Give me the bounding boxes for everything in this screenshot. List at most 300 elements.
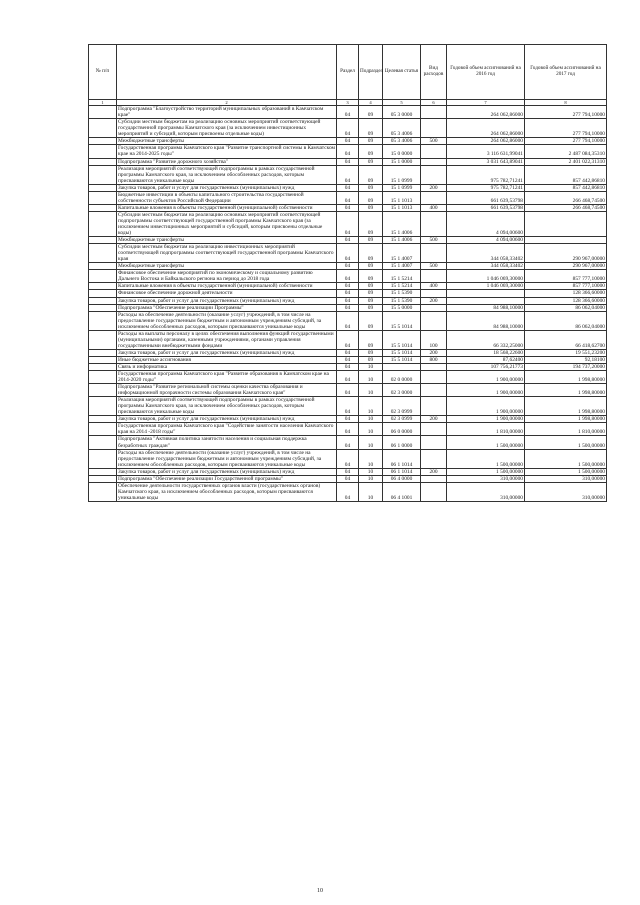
row-expense-cell bbox=[421, 145, 447, 158]
row-target-cell: 02 3 0999 bbox=[383, 397, 421, 416]
row-name-cell: Расходы на обеспечение деятельности (оказание услуг) учреждений, в том числе на предоставление государственным бюджетным и автономным учреждениям субсидий, за исключением обособленных расходов, которым присваиваются уникальные коды bbox=[117, 311, 337, 330]
row-target-cell: 15 1 0999 bbox=[383, 165, 421, 184]
header-section: Раздел bbox=[337, 45, 359, 100]
row-subsection-cell: 10 bbox=[359, 436, 383, 449]
table-row bbox=[89, 311, 607, 330]
row-name-cell: Обеспечение деятельности государственных органов власти (государственных органов) Камчатского края, за исключением обособленных расходов, которым присваиваются уникальные коды bbox=[117, 482, 337, 501]
colnum-1: 1 bbox=[89, 100, 117, 106]
table-row bbox=[89, 482, 607, 501]
row-expense-cell bbox=[421, 165, 447, 184]
row-expense-cell bbox=[421, 191, 447, 204]
row-name-cell: Закупка товаров, работ и услуг для государственных (муниципальных) нужд bbox=[117, 184, 337, 191]
row-target-cell: 15 1 4006 bbox=[383, 237, 421, 244]
row-subsection-cell: 09 bbox=[359, 349, 383, 356]
row-section-cell: 04 bbox=[337, 145, 359, 158]
row-2017-cell: 1 998,80000 bbox=[525, 416, 607, 423]
row-name-cell: Субсидии местным бюджетам на реализацию инвестиционных мероприятий соответствующей подпрограммы соответствующей государственной программы Камчатского края bbox=[117, 244, 337, 263]
row-name-cell: Межбюджетные трансферты bbox=[117, 237, 337, 244]
row-2017-cell: 1 998,80000 bbox=[525, 384, 607, 397]
row-number-cell bbox=[89, 244, 117, 263]
row-subsection-cell: 09 bbox=[359, 204, 383, 211]
table-row bbox=[89, 138, 607, 145]
row-subsection-cell: 09 bbox=[359, 297, 383, 304]
row-section-cell: 04 bbox=[337, 290, 359, 297]
row-number-cell bbox=[89, 311, 117, 330]
row-expense-cell: 400 bbox=[421, 204, 447, 211]
row-target-cell: 06 4 0000 bbox=[383, 475, 421, 482]
row-subsection-cell: 10 bbox=[359, 468, 383, 475]
row-expense-cell: 200 bbox=[421, 349, 447, 356]
row-target-cell: 15 5 1014 bbox=[383, 349, 421, 356]
row-section-cell: 04 bbox=[337, 283, 359, 290]
row-subsection-cell: 09 bbox=[359, 191, 383, 204]
row-section-cell: 04 bbox=[337, 211, 359, 236]
row-expense-cell bbox=[421, 449, 447, 468]
row-expense-cell bbox=[421, 290, 447, 297]
row-expense-cell bbox=[421, 119, 447, 138]
row-2017-cell: 857 442,86810 bbox=[525, 184, 607, 191]
row-target-cell: 06 1 1014 bbox=[383, 449, 421, 468]
row-2016-cell bbox=[447, 290, 525, 297]
row-2016-cell: 264 062,86000 bbox=[447, 119, 525, 138]
row-target-cell: 05 3 4006 bbox=[383, 138, 421, 145]
header-expense: Вид расходов bbox=[421, 45, 447, 100]
row-target-cell: 06 4 1001 bbox=[383, 482, 421, 501]
row-expense-cell bbox=[421, 304, 447, 311]
table-row bbox=[89, 237, 607, 244]
row-name-cell: Государственная программа Камчатского края "Развитие транспортной системы в Камчатском крае на 2014-2025 годы" bbox=[118, 145, 335, 158]
row-2016-cell: 87,62400 bbox=[447, 356, 525, 363]
row-number-cell bbox=[89, 119, 117, 138]
colnum-3: 3 bbox=[337, 100, 359, 106]
row-2016-cell: 1 900,00000 bbox=[447, 416, 525, 423]
row-number-cell bbox=[89, 106, 117, 119]
row-target-cell: 05 3 4006 bbox=[383, 119, 421, 138]
row-target-cell: 06 1 0000 bbox=[383, 436, 421, 449]
row-subsection-cell: 09 bbox=[359, 311, 383, 330]
row-name-cell: Финансовое обеспечение мероприятий по экономическому и социальному развитию Дальнего Востока и Байкальского региона на период до 2018 года bbox=[117, 270, 337, 283]
row-number-cell bbox=[89, 263, 117, 270]
row-number-cell bbox=[89, 416, 117, 423]
row-target-cell: 06 0 0000 bbox=[383, 423, 421, 436]
row-expense-cell bbox=[421, 397, 447, 416]
row-section-cell: 04 bbox=[337, 363, 359, 370]
row-subsection-cell: 09 bbox=[359, 304, 383, 311]
row-name-cell: Расходы на выплаты персоналу в целях обеспечения выполнения функций государственными (муниципальными) органами, казенными учреждениями, органами управления государственными внебюджетными фондами bbox=[117, 330, 337, 349]
row-expense-cell bbox=[421, 211, 447, 236]
row-section-cell: 04 bbox=[337, 436, 359, 449]
row-subsection-cell: 10 bbox=[359, 371, 383, 384]
row-name-cell: Реализация мероприятий соответствующей подпрограммы в рамках государственной программы Камчатского края, за исключением обособленных расходов, которым присваиваются уникальные коды bbox=[117, 165, 337, 184]
row-name-cell: Бюджетные инвестиции в объекты капитального строительства государственной собственности субъектов Российской Федерации bbox=[117, 191, 337, 204]
row-target-cell bbox=[383, 363, 421, 370]
table-row bbox=[89, 304, 607, 311]
table-row bbox=[89, 384, 607, 397]
header-target: Целевая статья bbox=[383, 45, 421, 100]
table-row bbox=[89, 297, 607, 304]
row-name-cell: Субсидии местным бюджетам на реализацию основных мероприятий соответствующей подпрограммы соответствующей государственной программы Камчатского края (за исключением инвестиционных мероприятий и субсидий, которым присвоены отдельные коды) bbox=[117, 211, 337, 236]
row-name-cell: Подпрограмма "Обеспечение реализации Программы" bbox=[117, 304, 337, 311]
row-expense-cell bbox=[421, 244, 447, 263]
row-subsection-cell: 10 bbox=[359, 482, 383, 501]
row-name-cell: Межбюджетные трансферты bbox=[117, 138, 337, 145]
row-2016-cell: 3 031 643,89041 bbox=[447, 158, 525, 165]
table-row bbox=[89, 244, 607, 263]
row-2017-cell: 857 442,86810 bbox=[525, 165, 607, 184]
row-target-cell: 15 5 0000 bbox=[383, 304, 421, 311]
colnum-4: 4 bbox=[359, 100, 383, 106]
row-target-cell: 15 1 5214 bbox=[383, 270, 421, 283]
row-name-cell: Подпрограмма "Активная политика занятости населения и социальная поддержка безработных граждан" bbox=[117, 436, 337, 449]
row-number-cell bbox=[89, 283, 117, 290]
row-2017-cell: 1 500,00000 bbox=[525, 449, 607, 468]
row-target-cell: 15 1 4007 bbox=[383, 244, 421, 263]
row-expense-cell bbox=[421, 106, 447, 119]
table-row bbox=[89, 468, 607, 475]
row-subsection-cell: 10 bbox=[359, 416, 383, 423]
row-target-cell: 15 1 5214 bbox=[383, 283, 421, 290]
row-number-cell bbox=[89, 165, 117, 184]
row-number-cell bbox=[89, 349, 117, 356]
row-2016-cell: 344 058,33402 bbox=[447, 263, 525, 270]
row-section-cell: 04 bbox=[337, 244, 359, 263]
row-target-cell: 15 5 1014 bbox=[383, 330, 421, 349]
row-2016-cell: 975 782,71241 bbox=[447, 184, 525, 191]
row-2016-cell: 1 046 069,30000 bbox=[447, 283, 525, 290]
row-section-cell: 04 bbox=[337, 297, 359, 304]
row-section-cell: 04 bbox=[337, 468, 359, 475]
row-subsection-cell: 09 bbox=[359, 263, 383, 270]
row-name-cell: Связь и информатика bbox=[117, 363, 337, 370]
row-2016-cell: 661 639,53798 bbox=[447, 191, 525, 204]
row-expense-cell bbox=[421, 270, 447, 283]
row-subsection-cell: 09 bbox=[359, 244, 383, 263]
row-number-cell bbox=[89, 449, 117, 468]
row-2016-cell: 18 568,22600 bbox=[447, 349, 525, 356]
colnum-8: 8 bbox=[525, 100, 607, 106]
row-subsection-cell: 09 bbox=[359, 211, 383, 236]
row-expense-cell: 200 bbox=[421, 184, 447, 191]
row-2017-cell: 66 418,62700 bbox=[525, 330, 607, 349]
row-2016-cell: 4 094,00600 bbox=[447, 211, 525, 236]
row-2017-cell: 290 967,00000 bbox=[525, 263, 607, 270]
row-expense-cell bbox=[421, 311, 447, 330]
row-2017-cell: 1 500,00000 bbox=[525, 436, 607, 449]
row-2017-cell: 86 062,04000 bbox=[525, 304, 607, 311]
row-expense-cell: 500 bbox=[421, 263, 447, 270]
row-section-cell: 04 bbox=[337, 158, 359, 165]
row-2017-cell: 194 737,20000 bbox=[525, 363, 607, 370]
row-section-cell: 04 bbox=[337, 191, 359, 204]
row-section-cell: 04 bbox=[337, 423, 359, 436]
row-number-cell bbox=[89, 145, 117, 158]
row-2016-cell: 84 988,10000 bbox=[447, 304, 525, 311]
row-2016-cell: 1 900,00000 bbox=[447, 371, 525, 384]
row-subsection-cell: 09 bbox=[359, 158, 383, 165]
row-section-cell: 04 bbox=[337, 304, 359, 311]
row-target-cell: 15 1 1013 bbox=[383, 204, 421, 211]
row-target-cell: 15 1 4006 bbox=[383, 211, 421, 236]
row-2016-cell: 310,00000 bbox=[447, 475, 525, 482]
table-row bbox=[89, 211, 607, 236]
header-2017: Годовой объем ассигнований на 2017 год bbox=[525, 45, 607, 100]
row-2017-cell: 277 794,10000 bbox=[525, 119, 607, 138]
row-2017-cell: 266 468,74500 bbox=[525, 191, 607, 204]
row-name-cell: Закупка товаров, работ и услуг для государственных (муниципальных) нужд bbox=[117, 468, 337, 475]
row-2017-cell bbox=[525, 211, 607, 236]
row-target-cell: 06 1 1014 bbox=[383, 468, 421, 475]
table-row bbox=[89, 363, 607, 370]
row-name-cell: Закупка товаров, работ и услуг для государственных (муниципальных) нужд bbox=[117, 416, 337, 423]
row-2016-cell: 1 900,00000 bbox=[447, 397, 525, 416]
row-2016-cell: 344 058,33402 bbox=[447, 244, 525, 263]
table-row bbox=[89, 119, 607, 138]
row-number-cell bbox=[89, 270, 117, 283]
table-row bbox=[89, 423, 607, 436]
row-target-cell: 15 1 0000 bbox=[383, 158, 421, 165]
row-number-cell bbox=[89, 371, 117, 384]
row-target-cell: 15 1 1013 bbox=[383, 191, 421, 204]
table-row bbox=[89, 371, 607, 384]
row-section-cell: 04 bbox=[337, 184, 359, 191]
row-2016-cell: 264 062,86000 bbox=[447, 106, 525, 119]
row-section-cell: 04 bbox=[337, 106, 359, 119]
colnum-6: 6 bbox=[421, 100, 447, 106]
row-target-cell: 02 0 0000 bbox=[383, 371, 421, 384]
row-name-cell: Реализация мероприятий соответствующей подпрограммы в рамках государственной программы Камчатского края, за исключением обособленных расходов, которым присваиваются уникальные коды bbox=[117, 397, 337, 416]
row-2016-cell: 1 500,00000 bbox=[447, 436, 525, 449]
row-expense-cell: 500 bbox=[421, 138, 447, 145]
row-section-cell: 04 bbox=[337, 482, 359, 501]
row-number-cell bbox=[89, 482, 117, 501]
row-number-cell bbox=[89, 436, 117, 449]
row-section-cell: 04 bbox=[337, 311, 359, 330]
row-section-cell: 04 bbox=[337, 384, 359, 397]
table-row bbox=[89, 356, 607, 363]
row-expense-cell bbox=[421, 423, 447, 436]
row-number-cell bbox=[89, 356, 117, 363]
row-2016-cell: 107 756,21773 bbox=[447, 363, 525, 370]
row-subsection-cell: 10 bbox=[359, 363, 383, 370]
row-number-cell bbox=[89, 384, 117, 397]
row-expense-cell: 500 bbox=[421, 237, 447, 244]
header-name bbox=[117, 45, 337, 100]
row-2017-cell: 310,00000 bbox=[525, 475, 607, 482]
row-number-cell bbox=[89, 211, 117, 236]
row-expense-cell bbox=[421, 384, 447, 397]
row-2017-cell: 290 967,00000 bbox=[525, 244, 607, 263]
row-section-cell: 04 bbox=[337, 263, 359, 270]
row-target-cell: 15 5 1014 bbox=[383, 311, 421, 330]
row-name-cell: Иные бюджетные ассигнования bbox=[117, 356, 337, 363]
row-number-cell bbox=[89, 363, 117, 370]
table-row bbox=[89, 158, 607, 165]
row-2016-cell: 1 900,00000 bbox=[447, 384, 525, 397]
row-subsection-cell: 09 bbox=[359, 145, 383, 158]
row-target-cell: 02 3 0999 bbox=[383, 416, 421, 423]
row-name-cell: Расходы на обеспечение деятельности (оказание услуг) учреждений, в том числе на предоставление государственным бюджетным и автономным учреждениям субсидий, за исключением обособленных расходов, которым присваиваются уникальные коды bbox=[117, 449, 337, 468]
budget-table bbox=[88, 44, 607, 502]
row-number-cell bbox=[89, 468, 117, 475]
row-number-cell bbox=[89, 191, 117, 204]
row-target-cell: 15 1 5390 bbox=[383, 290, 421, 297]
row-section-cell: 04 bbox=[337, 204, 359, 211]
row-2016-cell: 1 500,00000 bbox=[447, 468, 525, 475]
row-subsection-cell: 10 bbox=[359, 384, 383, 397]
row-number-cell bbox=[89, 184, 117, 191]
row-section-cell: 04 bbox=[337, 371, 359, 384]
row-name-cell: Закупка товаров, работ и услуг для государственных (муниципальных) нужд bbox=[117, 349, 337, 356]
row-expense-cell bbox=[421, 482, 447, 501]
row-2016-cell: 1 500,00000 bbox=[447, 449, 525, 468]
row-2017-cell: 266 468,74500 bbox=[525, 204, 607, 211]
table-row bbox=[89, 290, 607, 297]
row-subsection-cell: 09 bbox=[359, 283, 383, 290]
row-name-cell: Подпрограмма "Благоустройство территорий муниципальных образований в Камчатском крае" bbox=[117, 106, 337, 119]
row-subsection-cell: 09 bbox=[359, 119, 383, 138]
table-header-row bbox=[89, 45, 607, 100]
row-section-cell: 04 bbox=[337, 449, 359, 468]
row-2017-cell: 2 401 022,31310 bbox=[525, 158, 607, 165]
row-expense-cell: 200 bbox=[421, 416, 447, 423]
row-name-cell: Межбюджетные трансферты bbox=[117, 263, 337, 270]
row-2017-cell: 1 500,00000 bbox=[525, 468, 607, 475]
row-subsection-cell: 10 bbox=[359, 423, 383, 436]
row-target-cell: 15 1 0999 bbox=[383, 184, 421, 191]
row-2017-cell: 857 777,10000 bbox=[525, 270, 607, 283]
row-expense-cell: 100 bbox=[421, 330, 447, 349]
row-subsection-cell: 10 bbox=[359, 449, 383, 468]
row-number-cell bbox=[89, 237, 117, 244]
row-name-cell: Подпрограмма "Обеспечение реализации Государственной программы" bbox=[117, 475, 337, 482]
header-2016: Годовой объем ассигнований на 2016 год bbox=[447, 45, 525, 100]
header-num: № п/п bbox=[89, 45, 117, 100]
table-row bbox=[89, 270, 607, 283]
row-expense-cell: 200 bbox=[421, 297, 447, 304]
row-subsection-cell: 10 bbox=[359, 475, 383, 482]
row-name-cell: Государственная программа Камчатского края "Развитие образования в Камчатском крае на 2014-2020 годы" bbox=[117, 371, 337, 384]
row-name-cell: Подпрограмма "Развитие дорожного хозяйства" bbox=[117, 158, 337, 165]
row-name-cell: Финансовое обеспечение дорожной деятельности bbox=[117, 290, 337, 297]
row-target-cell: 02 3 0000 bbox=[383, 384, 421, 397]
row-section-cell: 04 bbox=[337, 237, 359, 244]
row-2016-cell bbox=[447, 297, 525, 304]
row-subsection-cell: 10 bbox=[359, 397, 383, 416]
row-subsection-cell: 09 bbox=[359, 184, 383, 191]
table-row bbox=[89, 106, 607, 119]
row-2017-cell: 128 366,60000 bbox=[525, 297, 607, 304]
row-2017-cell: 2 487 084,35310 bbox=[525, 145, 607, 158]
row-name-cell: Капитальные вложения в объекты государственной (муниципальной) собственности bbox=[117, 283, 337, 290]
table-row bbox=[89, 449, 607, 468]
table-row bbox=[89, 145, 607, 158]
row-expense-cell: 800 bbox=[421, 356, 447, 363]
row-name-cell: Подпрограмма "Развитие региональной системы оценки качества образования и информационной прозрачности системы образования Камчатского края" bbox=[117, 384, 337, 397]
row-expense-cell bbox=[421, 436, 447, 449]
row-expense-cell bbox=[421, 363, 447, 370]
row-expense-cell: 400 bbox=[421, 283, 447, 290]
row-2016-cell: 66 332,25000 bbox=[447, 330, 525, 349]
page-number: 10 bbox=[317, 888, 323, 894]
row-expense-cell bbox=[421, 475, 447, 482]
row-subsection-cell: 09 bbox=[359, 165, 383, 184]
row-2016-cell: 1 810,00000 bbox=[447, 423, 525, 436]
row-section-cell: 04 bbox=[337, 138, 359, 145]
row-2017-cell: 19 551,23200 bbox=[525, 349, 607, 356]
row-section-cell: 04 bbox=[337, 270, 359, 283]
row-number-cell bbox=[89, 297, 117, 304]
row-target-cell: 15 5 1014 bbox=[383, 356, 421, 363]
row-2016-cell: 84 988,10000 bbox=[447, 311, 525, 330]
row-2017-cell: 277 794,10000 bbox=[525, 106, 607, 119]
row-expense-cell: 200 bbox=[421, 468, 447, 475]
row-2017-cell: 857 777,10000 bbox=[525, 283, 607, 290]
table-row bbox=[89, 184, 607, 191]
row-name-cell: Закупка товаров, работ и услуг для государственных (муниципальных) нужд bbox=[117, 297, 337, 304]
row-2017-cell: 277 794,10000 bbox=[525, 138, 607, 145]
row-section-cell: 04 bbox=[337, 416, 359, 423]
table-row bbox=[89, 283, 607, 290]
row-expense-cell bbox=[421, 371, 447, 384]
row-2017-cell: 86 062,04000 bbox=[525, 311, 607, 330]
row-2017-cell: 310,00000 bbox=[525, 482, 607, 501]
table-row bbox=[89, 165, 607, 184]
row-2016-cell: 661 639,53798 bbox=[447, 204, 525, 211]
row-subsection-cell: 09 bbox=[359, 330, 383, 349]
table-row bbox=[89, 330, 607, 349]
row-target-cell: 15 0 0000 bbox=[383, 145, 421, 158]
table-row bbox=[89, 475, 607, 482]
row-number-cell bbox=[89, 138, 117, 145]
row-subsection-cell: 09 bbox=[359, 356, 383, 363]
row-section-cell: 04 bbox=[337, 475, 359, 482]
row-2017-cell: 92,18100 bbox=[525, 356, 607, 363]
row-2017-cell: 128 366,60000 bbox=[525, 290, 607, 297]
table-row bbox=[89, 204, 607, 211]
row-number-cell bbox=[89, 423, 117, 436]
row-number-cell bbox=[89, 204, 117, 211]
table-row bbox=[89, 191, 607, 204]
row-section-cell: 04 bbox=[337, 330, 359, 349]
row-section-cell: 04 bbox=[337, 397, 359, 416]
row-target-cell: 15 1 5390 bbox=[383, 297, 421, 304]
row-2016-cell: 1 046 069,30000 bbox=[447, 270, 525, 283]
row-number-cell bbox=[89, 158, 117, 165]
table-row bbox=[89, 263, 607, 270]
row-subsection-cell: 09 bbox=[359, 270, 383, 283]
row-2016-cell: 4 094,00600 bbox=[447, 237, 525, 244]
row-2017-cell bbox=[525, 237, 607, 244]
row-name-cell: Субсидии местным бюджетам на реализацию основных мероприятий соответствующей государственной программы Камчатского края (за исключением инвестиционных мероприятий и субсидий, которым присвоены отдельные коды) bbox=[117, 119, 337, 138]
row-number-cell bbox=[89, 304, 117, 311]
row-target-cell: 05 3 0000 bbox=[383, 106, 421, 119]
row-subsection-cell: 09 bbox=[359, 106, 383, 119]
table-row bbox=[89, 416, 607, 423]
row-2016-cell: 975 782,71241 bbox=[447, 165, 525, 184]
table-row bbox=[89, 436, 607, 449]
row-2016-cell: 3 116 631,99041 bbox=[447, 145, 525, 158]
row-number-cell bbox=[89, 397, 117, 416]
row-section-cell: 04 bbox=[337, 356, 359, 363]
row-expense-cell bbox=[421, 158, 447, 165]
row-2016-cell: 264 062,86000 bbox=[447, 138, 525, 145]
row-number-cell bbox=[89, 330, 117, 349]
table-row bbox=[89, 397, 607, 416]
colnum-5: 5 bbox=[383, 100, 421, 106]
row-name-cell: Государственная программа Камчатского края "Содействие занятости населения Камчатского края на 2014 -2018 годы" bbox=[117, 423, 337, 436]
table-body bbox=[89, 106, 607, 502]
row-target-cell: 15 1 4007 bbox=[383, 263, 421, 270]
